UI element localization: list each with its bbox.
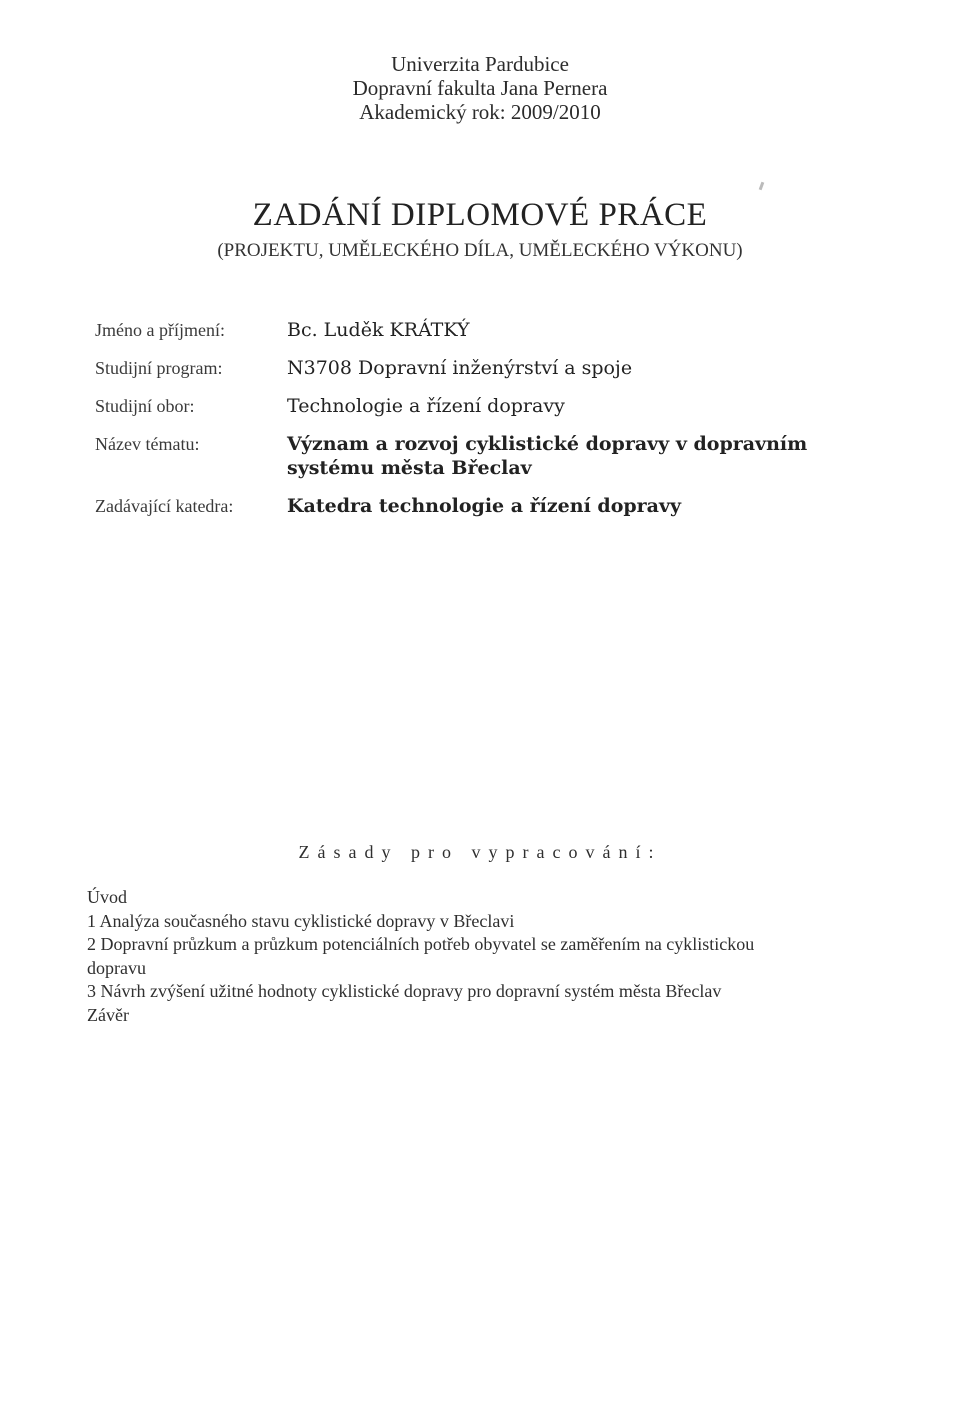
guidelines-list <box>87 886 917 1027</box>
guideline-line: dopravu <box>87 957 146 978</box>
name-label: Jméno a příjmení: <box>95 320 225 340</box>
info-row-name <box>95 318 835 342</box>
guideline-line: 3 Návrh zvýšení užitné hodnoty cyklistické dopravy pro dopravní systém města Břeclav <box>87 981 722 1001</box>
topic-value-line2: systému města Břeclav <box>287 457 532 479</box>
guideline-line: Závěr <box>87 1004 129 1025</box>
name-value: Bc. Luděk KRÁTKÝ <box>287 319 470 341</box>
guideline-line: Úvod <box>87 887 127 907</box>
student-info <box>95 318 835 532</box>
document-header <box>0 52 960 124</box>
info-row-program <box>95 356 835 380</box>
guideline-line: 2 Dopravní průzkum a průzkum potenciálních potřeb obyvatel se zaměřením na cyklistickou <box>87 934 755 954</box>
program-value: N3708 Dopravní inženýrství a spoje <box>287 357 633 379</box>
department-label: Zadávající katedra: <box>95 496 234 516</box>
guidelines-heading: Zásady pro vypracování: <box>298 842 662 862</box>
department-value: Katedra technologie a řízení dopravy <box>287 495 682 517</box>
faculty-name: Dopravní fakulta Jana Pernera <box>352 76 608 100</box>
topic-label: Název tématu: <box>95 434 200 454</box>
scan-speck <box>759 182 765 191</box>
info-row-department <box>95 494 835 518</box>
program-label: Studijní program: <box>95 358 223 378</box>
document-title: ZADÁNÍ DIPLOMOVÉ PRÁCE <box>252 197 708 233</box>
topic-value <box>287 432 807 480</box>
document-subtitle: (PROJEKTU, UMĚLECKÉHO DÍLA, UMĚLECKÉHO VÝKONU) <box>217 240 743 261</box>
topic-value-line1: Význam a rozvoj cyklistické dopravy v dopravním <box>287 433 808 455</box>
info-row-topic <box>95 432 835 480</box>
title-block <box>0 195 960 263</box>
academic-year: Akademický rok: 2009/2010 <box>359 100 601 124</box>
field-value: Technologie a řízení dopravy <box>287 395 565 417</box>
field-label: Studijní obor: <box>95 396 195 416</box>
university-name: Univerzita Pardubice <box>391 52 569 76</box>
info-row-field <box>95 394 835 418</box>
guideline-line: 1 Analýza současného stavu cyklistické dopravy v Břeclavi <box>87 910 515 931</box>
